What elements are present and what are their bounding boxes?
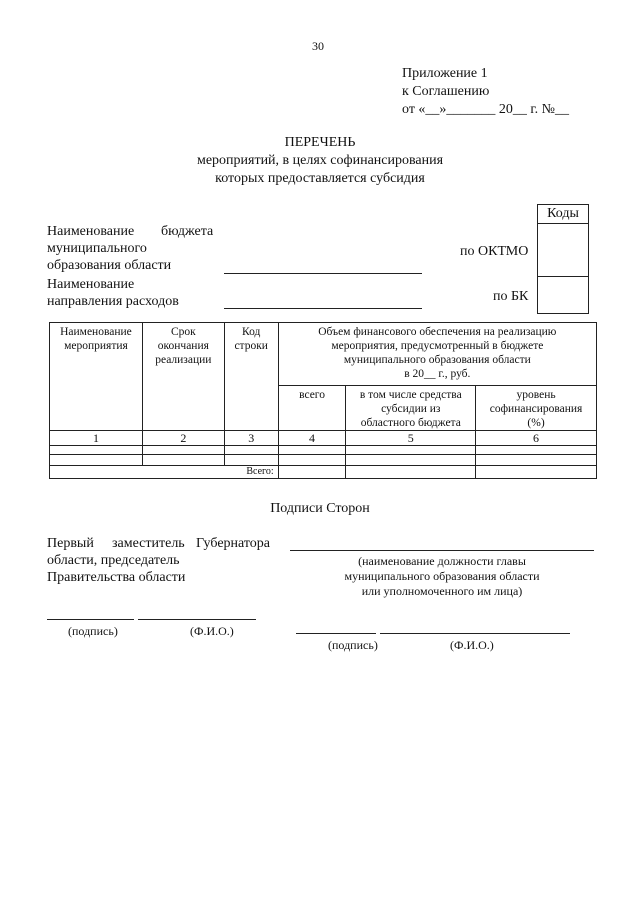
measures-table [49,322,597,479]
appendix-line-3: от «__»_______ 20__ г. №__ [402,102,569,117]
signatory-title-3: Правительства области [47,570,186,585]
left-fio-label: (Ф.И.О.) [190,624,234,638]
right-fio-label: (Ф.И.О.) [450,638,494,652]
document-title: ПЕРЕЧЕНЬ [284,135,356,150]
bk-label: по БК [493,289,529,304]
table-header-row-1 [50,323,597,386]
direction-field-line [224,308,422,309]
col-number-3: 3 [224,431,278,446]
right-position-line [290,550,594,551]
direction-label-1: Наименование [47,277,135,292]
signatory-title-1a: Первый [47,536,94,551]
col-number-2: 2 [142,431,224,446]
right-position-note-2: муниципального образования области [344,569,540,583]
table-row [50,446,597,455]
appendix-line-1: Приложение 1 [402,66,488,81]
header-measure-name: Наименование мероприятия [50,323,143,431]
col-number-1: 1 [50,431,143,446]
appendix-line-2: к Соглашению [402,84,490,99]
left-signature-label: (подпись) [68,624,118,638]
document-subtitle-2: которых предоставляется субсидия [215,171,425,186]
signatory-title-2: области, председатель [47,553,180,568]
budget-label-2: муниципального [47,241,147,256]
signatory-title-1b: заместитель [112,536,185,551]
right-signature-line [296,633,376,634]
document-subtitle-1: мероприятий, в целях софинансирования [196,153,444,168]
table-total-row [50,466,597,479]
right-signature-label: (подпись) [328,638,378,652]
header-row-code: Код строки [224,323,278,431]
oktmo-label: по ОКТМО [460,244,529,259]
bk-code-cell [538,277,589,314]
header-total: всего [278,386,346,431]
left-fio-line [138,619,256,620]
header-end-date: Срок окончания реализации [142,323,224,431]
right-fio-line [380,633,570,634]
total-label: Всего: [50,466,279,479]
budget-label-1a: Наименование [47,224,135,239]
budget-label-3: образования области [47,258,172,273]
header-cofinancing-level: уровень софинансирования (%) [476,386,597,431]
col-number-4: 4 [278,431,346,446]
left-signature-line [47,619,134,620]
table-row [50,455,597,466]
col-number-5: 5 [346,431,476,446]
codes-table [537,204,589,314]
col-number-6: 6 [476,431,597,446]
signatures-title: Подписи Сторон [270,501,370,516]
oktmo-code-cell [538,224,589,277]
signatory-title-1c: Губернатора [196,536,271,551]
header-subsidy-share: в том числе средства субсидии из областного бюджета [346,386,476,431]
right-position-note-1: (наименование должности главы [358,554,526,568]
right-position-note-3: или уполномоченного им лица) [361,584,523,598]
direction-label-2: направления расходов [47,294,179,309]
budget-label-1b: бюджета [161,224,214,239]
table-number-row [50,431,597,446]
header-financing-volume: Объем финансового обеспечения на реализацию мероприятия, предусмотренный в бюджете муниципального образования области в 20__ г., руб. [278,323,596,386]
codes-header: Коды [538,205,589,224]
page-number: 30 [312,39,324,53]
budget-field-line [224,273,422,274]
